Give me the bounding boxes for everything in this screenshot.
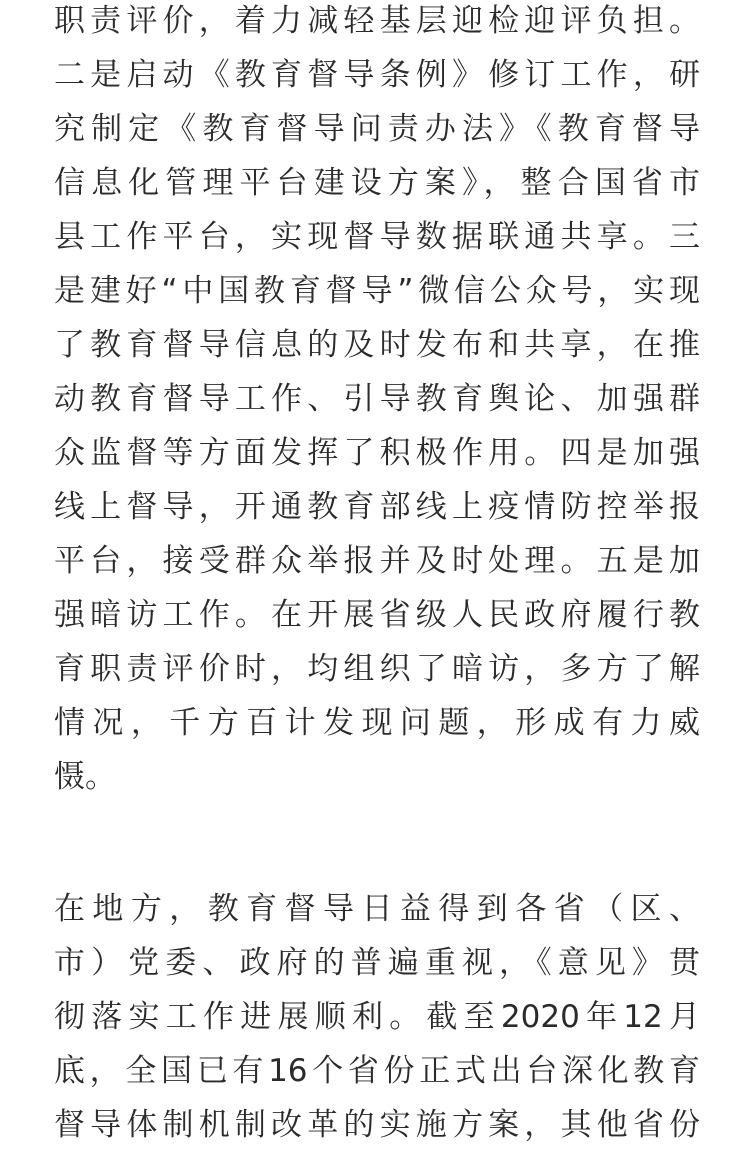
- text-line: 在地方，教育督导日益得到各省（区、: [54, 891, 700, 927]
- text-line: 二是启动《教育督导条例》修订工作，研: [54, 57, 700, 93]
- text-line: 县工作平台，实现督导数据联通共享。三: [54, 219, 700, 255]
- text-line: 市）党委、政府的普遍重视，《意见》贯: [54, 945, 700, 981]
- text-line: 线上督导，开通教育部线上疫情防控举报: [54, 489, 700, 525]
- paragraph-spacer: [54, 804, 700, 882]
- text-line: 平台，接受群众举报并及时处理。五是加: [54, 543, 700, 579]
- paragraph-2: [54, 882, 700, 1152]
- text-line: 是建好“中国教育督导”微信公众号，实现: [54, 273, 700, 309]
- paragraph-1: [54, 0, 700, 804]
- text-line: 究制定《教育督导问责办法》《教育督导: [54, 111, 700, 147]
- text-line: 了教育督导信息的及时发布和共享，在推: [54, 327, 700, 363]
- text-line: 彻落实工作进展顺利。截至2020年12月: [54, 999, 700, 1035]
- text-line: 众监督等方面发挥了积极作用。四是加强: [54, 435, 700, 471]
- text-line: 慑。: [54, 759, 116, 795]
- text-line: 底，全国已有16个省份正式出台深化教育: [54, 1053, 700, 1089]
- text-line: 动教育督导工作、引导教育舆论、加强群: [54, 381, 700, 417]
- text-line: 督导体制机制改革的实施方案，其他省份: [54, 1107, 700, 1143]
- article-body: [54, 0, 700, 1152]
- text-line: 育职责评价时，均组织了暗访，多方了解: [54, 651, 700, 687]
- text-line: 强暗访工作。在开展省级人民政府履行教: [54, 597, 700, 633]
- text-line: 情况，千方百计发现问题，形成有力威: [54, 705, 700, 741]
- text-line: 职责评价，着力减轻基层迎检迎评负担。: [54, 3, 700, 39]
- text-line: 信息化管理平台建设方案》，整合国省市: [54, 165, 700, 201]
